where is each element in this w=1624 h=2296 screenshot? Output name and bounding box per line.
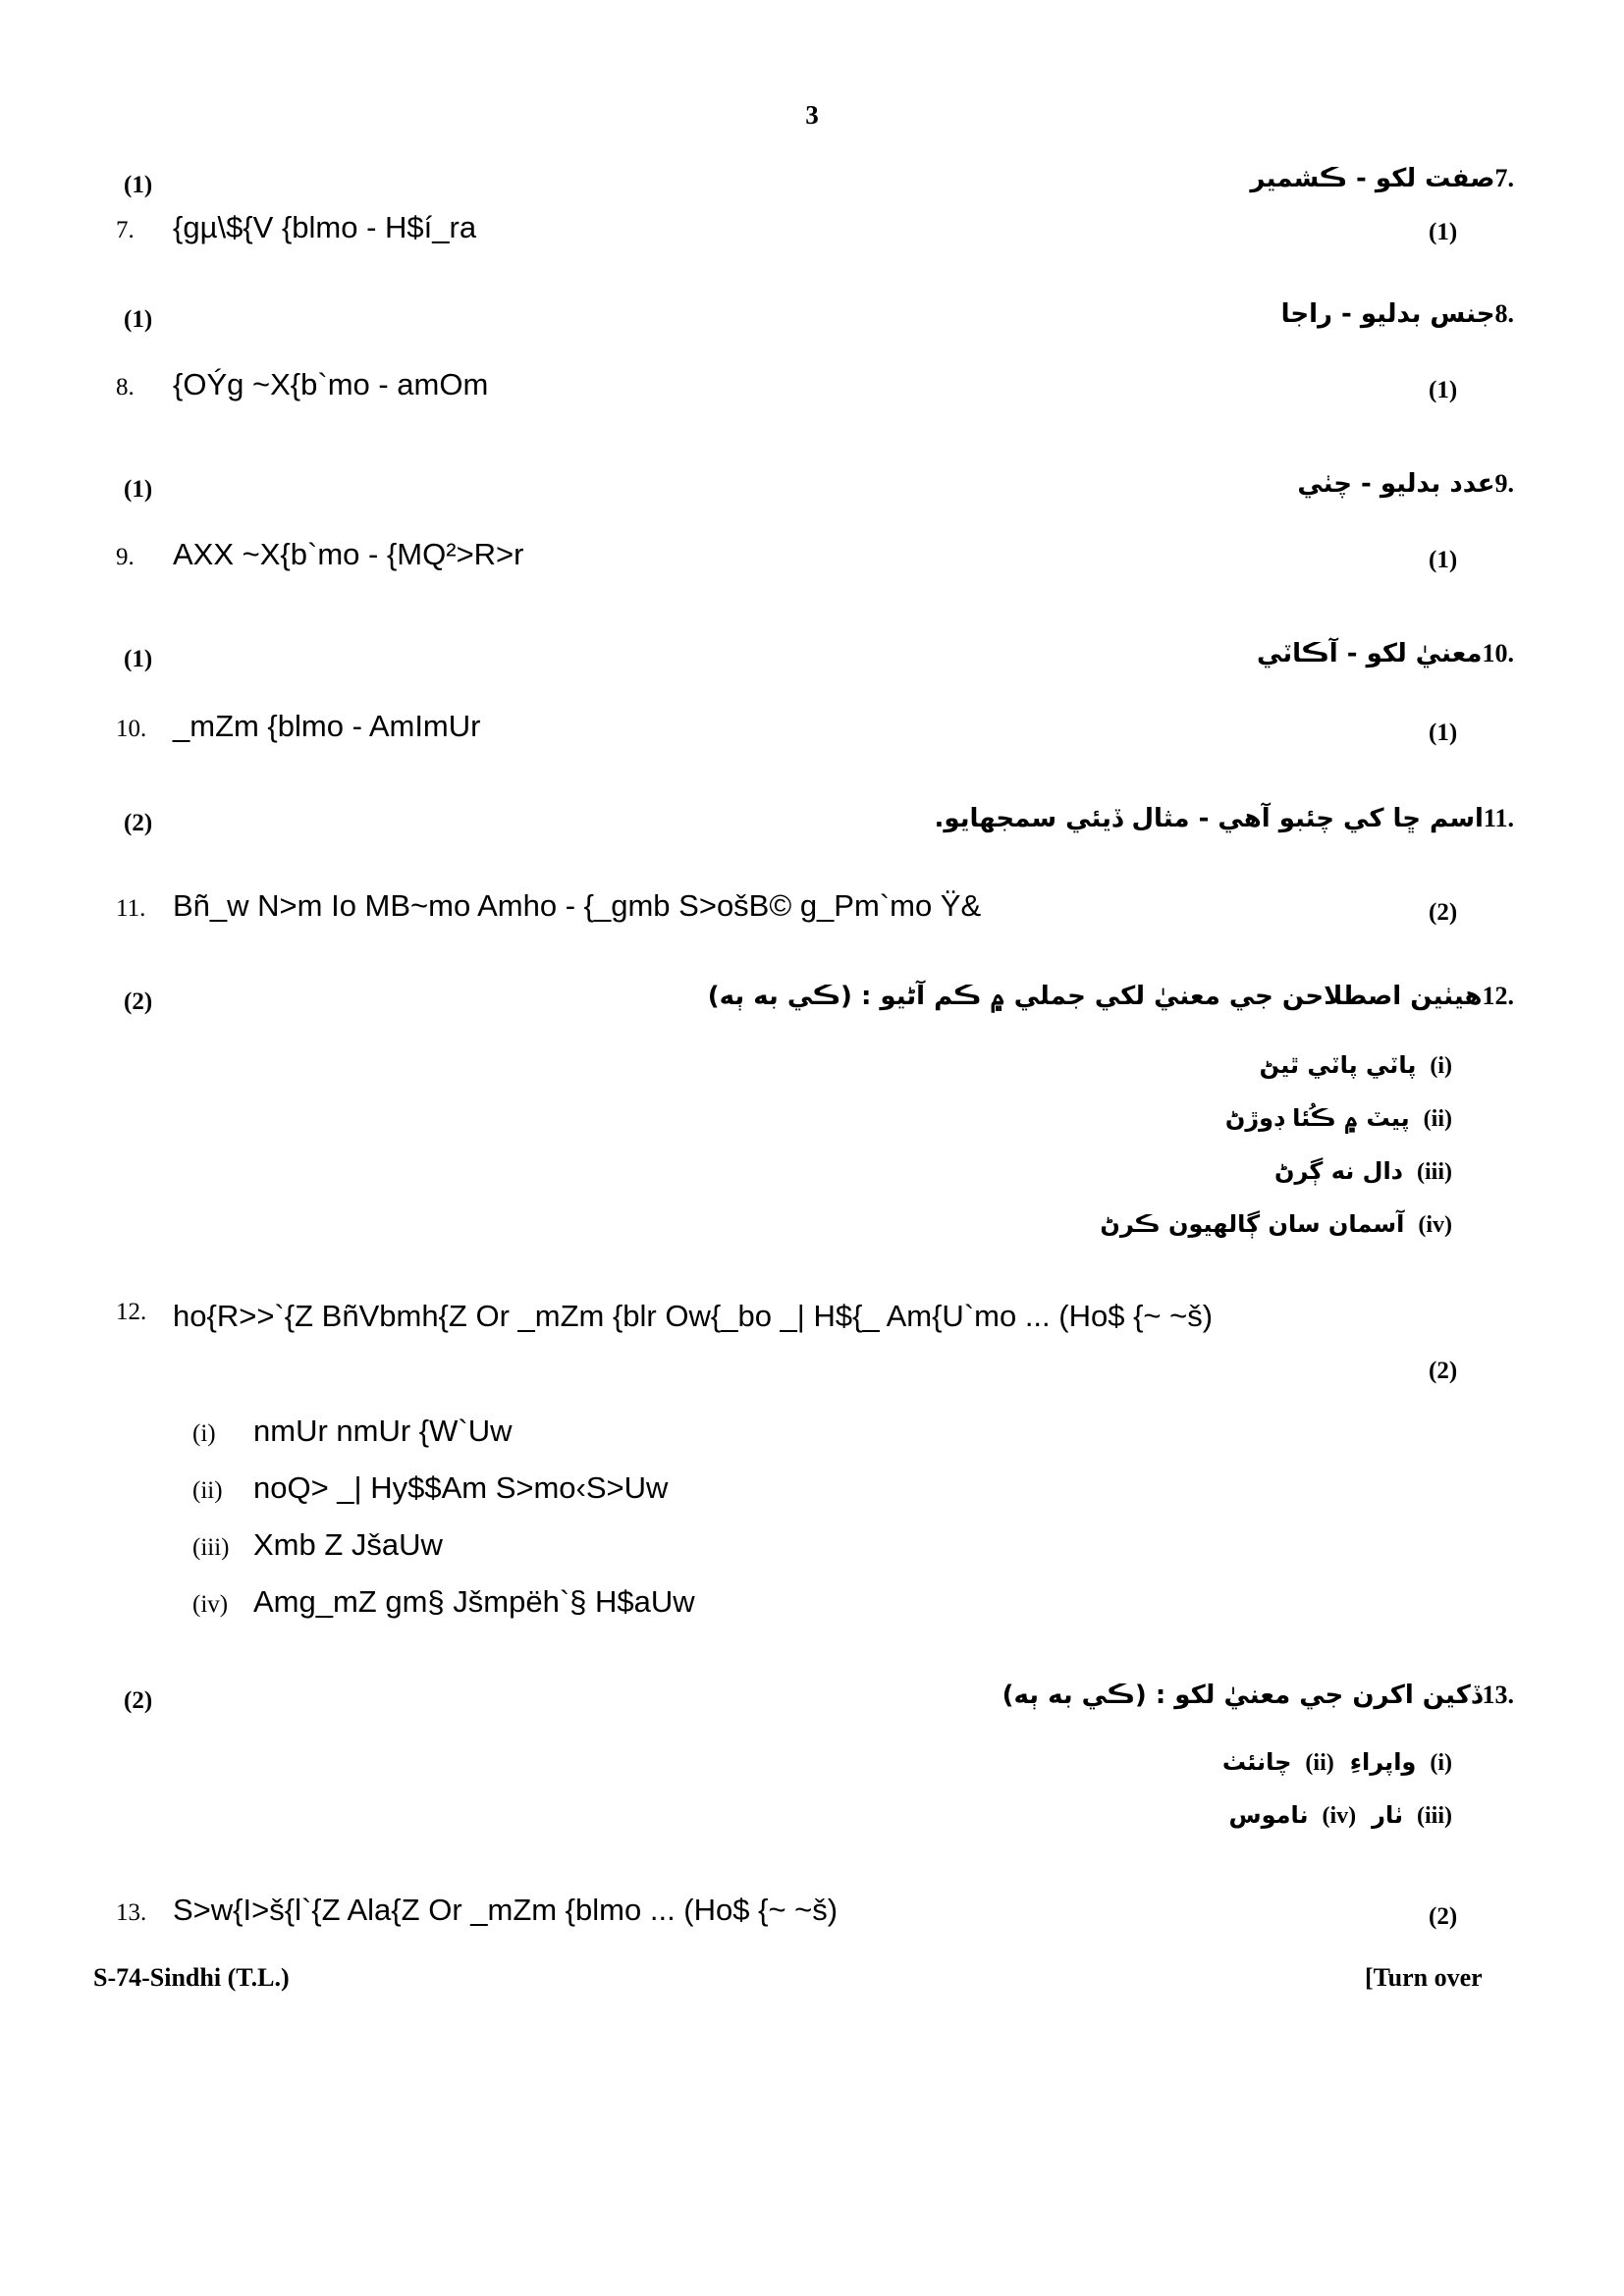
question-12-sindhi-subitem-i [1244,1050,1452,1082]
question-7-sindhi-text: صفت لکو - ڪشمير [1250,164,1495,193]
marks-right-q13: (2) [1429,1903,1458,1930]
subitem-text-i: پاٽي پاٽي ٿيڻ [1259,1051,1417,1079]
roman-subitem-label-iii: (iii) [192,1534,230,1561]
roman-subitem-label-ii: (ii) [192,1477,223,1504]
question-9-sindhi-text: عدد بدليو - چٺي [1297,469,1495,499]
question-11-roman-text: Bñ_w N>m Io MB~mo Amho - {_gmb S>ošB© g_Pm`mo Ÿ& [173,888,982,923]
question-11-number-sindhi: 11. [1483,804,1514,832]
question-12-number-sindhi: 12. [1482,982,1514,1010]
question-7-sindhi [1250,161,1536,196]
subitem-label-i: (i) [1430,1053,1452,1079]
question-12-roman-subitem-ii [192,1468,668,1508]
question-12-sindhi-text: هيٺين اصطلاحن جي معنيٰ لکي جملي ۾ ڪم آڻيو : (ڪي به ٻه) [707,982,1483,1011]
question-11-sindhi-text: اسم ڇا کي چئبو آهي - مثال ڏيئي سمجھايو. [934,804,1484,833]
subitem-text-iii: دال نه ڳرڻ [1273,1157,1403,1185]
roman-subitem-text-i: nmUr nmUr {W`Uw [253,1414,513,1448]
question-8-number-sindhi: 8. [1494,299,1514,328]
marks-right-q9: (1) [1429,547,1458,573]
marks-left-q13: (2) [124,1687,153,1714]
marks-right-q7: (1) [1429,219,1458,245]
marks-left-q8: (1) [124,306,153,333]
question-9-number-roman: 9. [116,544,135,570]
roman-subitem-text-iii: Xmb Z JšaUw [253,1527,443,1562]
question-11-number-roman: 11. [116,895,146,922]
question-10-number-sindhi: 10. [1482,639,1514,667]
marks-right-q8: (1) [1429,377,1458,403]
question-13-roman-text: S>w{I>š{l`{Z Ala{Z Or _mZm {blmo ... (Ho$ {~ ~š) [173,1893,839,1927]
subitem-text-ii: چانئٺ [1221,1748,1292,1776]
question-7-roman [116,208,476,247]
question-9-roman [116,535,523,574]
question-9-roman-text: AXX ~X{b`mo - {MQ²>R>r [173,537,524,571]
subitem-text-iv: آسمان سان ڳالهيون ڪرڻ [1100,1210,1405,1238]
marks-left-q7: (1) [124,172,153,198]
question-8-sindhi-text: جنس بدليو - راجا [1280,299,1495,329]
subitem-label-iv: (iv) [1322,1803,1357,1829]
question-10-sindhi [1257,636,1536,671]
marks-left-q10: (1) [124,646,153,672]
marks-left-q11: (2) [124,810,153,836]
question-13-sindhi [1002,1678,1536,1713]
question-12-roman-text: ho{R>>`{Z BñVbmh{Z Or _mZm {blr Ow{_bo _| H${_ Am{U`mo ... (Ho$ {~ ~š) [173,1299,1214,1333]
subitem-text-iii: ٺار [1372,1801,1403,1829]
marks-right-q10: (1) [1429,720,1458,746]
question-12-roman-subitem-iii [192,1525,443,1565]
question-8-number-roman: 8. [116,374,135,400]
question-10-number-roman: 10. [116,716,147,742]
roman-subitem-text-ii: noQ> _| Hy$$Am S>mo‹S>Uw [253,1470,669,1505]
question-8-roman [116,365,488,404]
question-8-roman-text: {OÝg ~X{b`mo - amOm [173,367,489,401]
question-13-sindhi-subitems-row2 [1213,1800,1452,1832]
question-10-roman-text: _mZm {blmo - AmImUr [173,709,481,743]
marks-right-q11: (2) [1429,899,1458,926]
question-13-sindhi-text: ڏکين اکرن جي معنيٰ لکو : (ڪي به ٻه) [1001,1681,1483,1710]
question-11-sindhi [935,801,1536,836]
question-10-sindhi-text: معنيٰ لکو - آڪاٽي [1257,639,1483,668]
question-13-number-roman: 13. [116,1899,147,1926]
question-12-sindhi-subitem-iii [1259,1156,1452,1188]
roman-subitem-label-iv: (iv) [192,1591,229,1618]
question-8-sindhi [1281,296,1536,332]
question-12-number-roman: 12. [116,1299,147,1325]
question-13-sindhi-subitems-row1 [1207,1747,1452,1779]
page-number: 3 [805,100,819,130]
question-9-sindhi [1297,466,1536,502]
question-7-roman-text: {gµ\${V {blmo - H$í_ra [173,210,477,244]
subitem-text-iv: ناموس [1228,1801,1309,1829]
subitem-text-ii: پيٽ ۾ ڪُئا ڊوڙڻ [1224,1104,1410,1132]
question-12-sindhi [708,979,1536,1014]
question-12-roman-subitem-iv [192,1582,695,1622]
subitem-label-ii: (ii) [1305,1750,1334,1776]
question-10-roman [116,707,480,746]
question-13-number-sindhi: 13. [1482,1681,1514,1709]
roman-subitem-label-i: (i) [192,1420,216,1447]
marks-left-q12: (2) [124,988,153,1015]
subitem-label-ii: (ii) [1423,1106,1452,1132]
question-12-roman [116,1296,1392,1337]
subitem-label-i: (i) [1430,1750,1452,1776]
roman-subitem-text-iv: Amg_mZ gm§ Jšmpëh`§ H$aUw [253,1584,695,1619]
question-12-sindhi-subitem-ii [1210,1103,1452,1135]
subitem-text-i: واپراءِ [1349,1748,1417,1776]
marks-left-q9: (1) [124,476,153,503]
question-12-roman-subitem-i [192,1412,513,1451]
footer-turn-over: [Turn over [1365,1963,1483,1992]
question-9-number-sindhi: 9. [1494,469,1514,498]
question-7-number-roman: 7. [116,217,135,243]
marks-right-q12: (2) [1429,1358,1458,1384]
question-7-number-sindhi: 7. [1494,164,1514,192]
question-12-sindhi-subitem-iv [1084,1209,1452,1241]
subitem-label-iii: (iii) [1417,1159,1452,1185]
subitem-label-iii: (iii) [1417,1803,1452,1829]
question-11-roman [116,886,981,926]
footer-paper-code: S-74-Sindhi (T.L.) [93,1963,290,1992]
question-13-roman [116,1891,838,1930]
subitem-label-iv: (iv) [1418,1212,1452,1238]
